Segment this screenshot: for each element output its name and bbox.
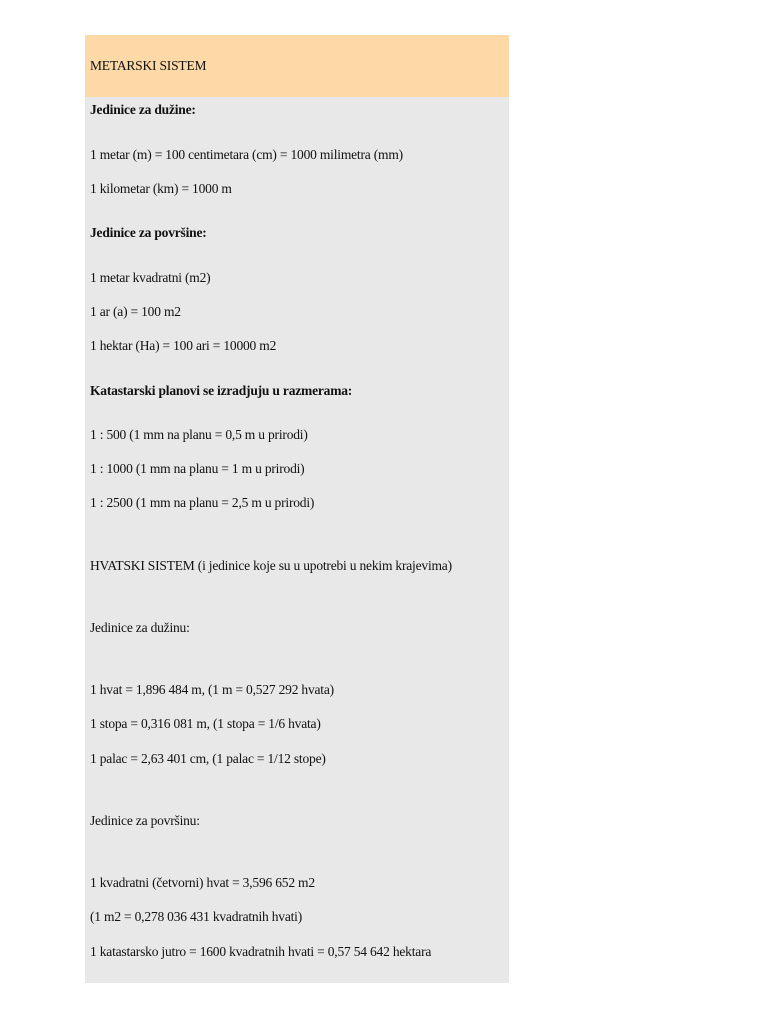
croatian-area-line: (1 m2 = 0,278 036 431 kvadratnih hvati) [90,909,303,924]
metric-scale-line: 1 : 1000 (1 mm na planu = 1 m u prirodi) [90,461,305,476]
metric-length-line: 1 metar (m) = 100 centimetara (cm) = 1000 milimetra (mm) [90,147,403,162]
croatian-length-line: 1 stopa = 0,316 081 m, (1 stopa = 1/6 hvata) [90,716,321,731]
metric-area-heading: Jedinice za površine: [90,225,207,240]
croatian-area-line: 1 kvadratni (četvorni) hvat = 3,596 652 m2 [90,875,315,890]
metric-scale-line: 1 : 500 (1 mm na planu = 0,5 m u prirodi) [90,427,308,442]
metric-length-heading: Jedinice za dužine: [90,102,196,117]
metric-area-line: 1 hektar (Ha) = 100 ari = 10000 m2 [90,338,277,353]
croatian-length-line: 1 hvat = 1,896 484 m, (1 m = 0,527 292 hvata) [90,682,334,697]
metric-length-line: 1 kilometar (km) = 1000 m [90,181,232,196]
metric-area-line: 1 ar (a) = 100 m2 [90,304,181,319]
metric-area-line: 1 metar kvadratni (m2) [90,270,211,285]
document-title: METARSKI SISTEM [90,58,207,73]
croatian-area-heading: Jedinice za površinu: [90,813,200,828]
croatian-system-title: HVATSKI SISTEM (i jedinice koje su u upotrebi u nekim krajevima) [90,558,452,573]
metric-scale-line: 1 : 2500 (1 mm na planu = 2,5 m u prirodi) [90,495,315,510]
croatian-area-line: 1 katastarsko jutro = 1600 kvadratnih hvati = 0,57 54 642 hektara [90,944,432,959]
croatian-length-line: 1 palac = 2,63 401 cm, (1 palac = 1/12 stope) [90,751,326,766]
document-header [85,35,509,97]
croatian-length-heading: Jedinice za dužinu: [90,620,190,635]
metric-scale-heading: Katastarski planovi se izradjuju u razmerama: [90,383,353,398]
document-panel [85,35,509,983]
